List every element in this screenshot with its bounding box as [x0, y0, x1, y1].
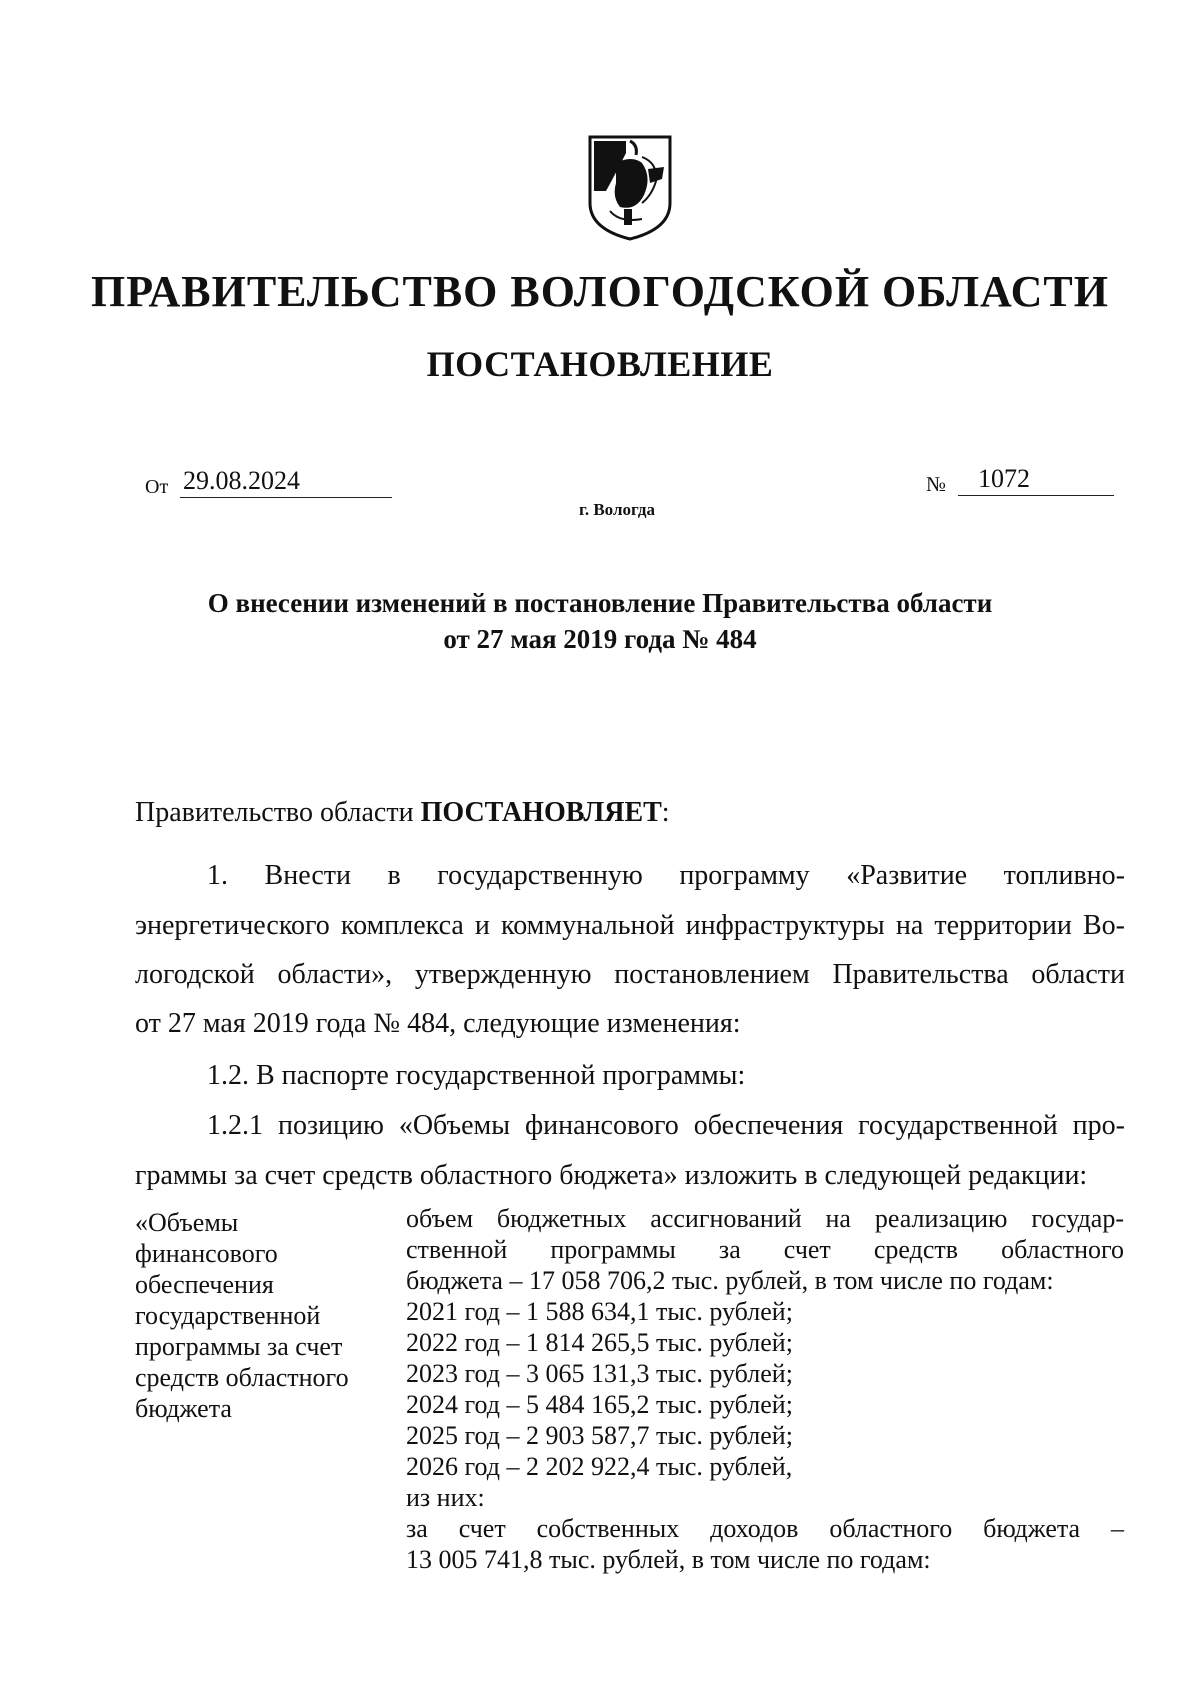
position-label-line: «Объемы [135, 1208, 239, 1237]
date-prefix: От [145, 476, 169, 498]
city-label: г. Вологда [579, 500, 655, 519]
budget-text-line: ственной программы за счет средств областного [406, 1235, 1124, 1264]
document-type-title: ПОСТАНОВЛЕНИЕ [426, 344, 774, 384]
position-label-line: финансового [135, 1239, 278, 1268]
document-number: 1072 [958, 464, 1114, 496]
own-income-line: за счет собственных доходов областного бюджета – [406, 1514, 1124, 1543]
paragraph-1-line-2: энергетического комплекса и коммунальной инфраструктуры на территории Во- [135, 910, 1125, 941]
preamble-text: Правительство области [135, 797, 414, 828]
position-label-line: программы за счет [135, 1332, 343, 1361]
position-label-line: государственной [135, 1301, 321, 1330]
position-label-line: средств областного [135, 1363, 349, 1392]
preamble-tail: : [661, 797, 670, 828]
item-1-2-1-line-1: 1.2.1 позицию «Объемы финансового обеспечения государственной про- [207, 1110, 1125, 1141]
year-amount-line: 2025 год – 2 903 587,7 тыс. рублей; [406, 1421, 793, 1450]
coat-of-arms-icon [586, 133, 674, 243]
position-value-column [406, 1203, 1124, 1575]
government-title: ПРАВИТЕЛЬСТВО ВОЛОГОДСКОЙ ОБЛАСТИ [91, 267, 1109, 316]
subject-line-1: О внесении изменений в постановление Правительства области [207, 588, 993, 618]
item-1-2: 1.2. В паспорте государственной программы: [207, 1060, 746, 1091]
year-amount-line: 2021 год – 1 588 634,1 тыс. рублей; [406, 1297, 793, 1326]
year-amount-line: 2022 год – 1 814 265,5 тыс. рублей; [406, 1328, 793, 1357]
position-label-line: обеспечения [135, 1270, 274, 1299]
paragraph-1-line-3: логодской области», утвержденную постановлением Правительства области [135, 959, 1125, 990]
subject-line-2: от 27 мая 2019 года № 484 [443, 624, 757, 654]
document-subject [0, 585, 1200, 657]
year-amount-line: 2026 год – 2 202 922,4 тыс. рублей, [406, 1452, 793, 1481]
document-date: 29.08.2024 [180, 466, 392, 498]
number-prefix: № [926, 472, 947, 496]
position-label-line: бюджета [135, 1394, 232, 1423]
budget-text-line: объем бюджетных ассигнований на реализацию государ- [406, 1204, 1124, 1233]
paragraph-1 [135, 862, 1125, 1059]
preamble [135, 797, 670, 829]
year-amount-line: 2023 год – 3 065 131,3 тыс. рублей; [406, 1359, 793, 1388]
paragraph-1-line-1: 1. Внести в государственную программу «Развитие топливно- [207, 860, 1125, 891]
position-label-column [135, 1207, 385, 1424]
year-amount-line: 2024 год – 5 484 165,2 тыс. рублей; [406, 1390, 793, 1419]
paragraph-1-line-4: от 27 мая 2019 года № 484, следующие изменения: [135, 1008, 741, 1039]
budget-total-line: бюджета – 17 058 706,2 тыс. рублей, в том числе по годам: [406, 1266, 1054, 1295]
of-them-line: из них: [406, 1483, 485, 1512]
preamble-bold: ПОСТАНОВЛЯЕТ [420, 797, 662, 828]
item-1-2-1-line-2: граммы за счет средств областного бюджета» изложить в следующей редакции: [135, 1160, 1088, 1191]
own-income-total-line: 13 005 741,8 тыс. рублей, в том числе по годам: [406, 1545, 931, 1574]
